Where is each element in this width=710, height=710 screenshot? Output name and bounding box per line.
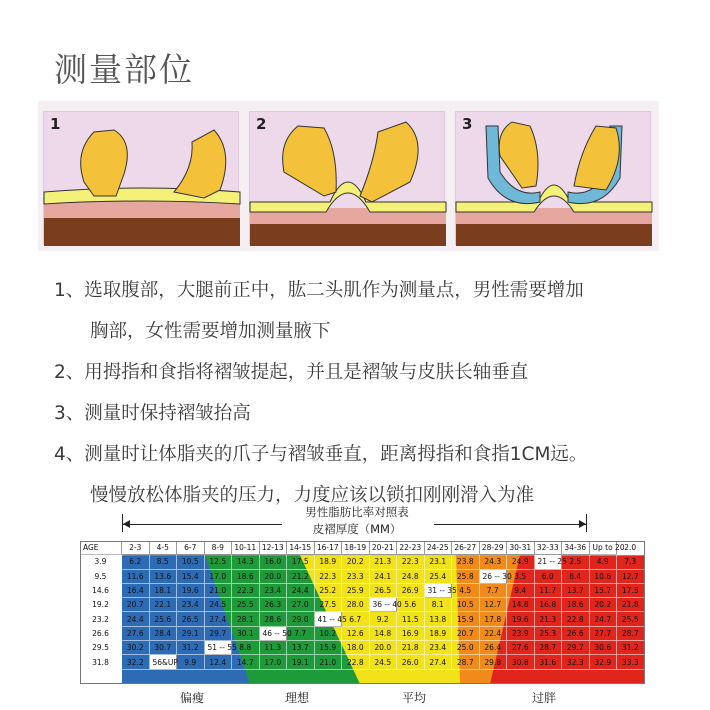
table-cell: 22.8	[342, 655, 370, 669]
table-cell: 11.3	[260, 641, 288, 655]
table-cell: 12.7	[617, 570, 645, 584]
arrow-right-head	[579, 520, 586, 528]
table-cell: 6.2	[122, 555, 150, 569]
column-header: 30-31	[507, 541, 535, 555]
table-cell: 24.5	[205, 598, 233, 612]
instruction-step-4-cont: 慢慢放松体脂夹的压力，力度应该以锁扣刚刚滑入为准	[90, 485, 535, 506]
table-cell: 32.9	[590, 655, 618, 669]
legend-ideal: 理想	[285, 691, 310, 705]
table-cell: 21.3	[535, 612, 563, 626]
table-cell: 22.8	[562, 612, 590, 626]
fat-ratio-grid	[80, 541, 645, 684]
row-age-label: 31 -- 35	[425, 584, 453, 598]
column-header: 6-7	[177, 541, 205, 555]
table-cell: 21.2	[287, 570, 315, 584]
table-cell: 8.8	[232, 641, 260, 655]
table-cell: 25.6	[150, 612, 178, 626]
row-age-label: 21 -- 25	[535, 555, 563, 569]
table-cell: 16.0	[260, 555, 288, 569]
table-cell: 19.1	[287, 655, 315, 669]
table-cell: 29.0	[287, 612, 315, 626]
column-header: 22-23	[397, 541, 425, 555]
table-cell: 31.2	[617, 641, 645, 655]
table-cell: 10.5	[452, 598, 480, 612]
table-cell: 28.0	[342, 598, 370, 612]
table-cell: 30.8	[507, 655, 535, 669]
table-cell: 15.9	[315, 641, 343, 655]
table-cell: 26.9	[397, 584, 425, 598]
illustration-step-2	[249, 111, 445, 245]
table-cell: 12.4	[205, 655, 233, 669]
table-cell: 11.6	[122, 570, 150, 584]
table-cell: 13.7	[562, 584, 590, 598]
table-cell: 18.6	[232, 570, 260, 584]
instruction-step-2: 2、用拇指和食指将褶皱提起，并且是褶皱与皮肤长轴垂直	[54, 362, 529, 383]
table-cell: 21.0	[315, 655, 343, 669]
table-cell: 22.3	[397, 555, 425, 569]
table-cell: 23.8	[452, 555, 480, 569]
table-cell: 23.1	[425, 555, 453, 569]
table-cell: 27.6	[122, 627, 150, 641]
table-cell: 9.4	[507, 584, 535, 598]
table-cell: 16.9	[397, 627, 425, 641]
table-cell: 21.0	[205, 584, 233, 598]
table-cell: 9.9	[177, 655, 205, 669]
table-cell: 20.7	[122, 598, 150, 612]
column-header: 28-29	[480, 541, 508, 555]
row-age-label: 56&UP	[150, 655, 178, 669]
table-cell: 19.2	[80, 598, 122, 612]
table-cell: 6.7	[342, 612, 370, 626]
table-cell: 7.7	[287, 627, 315, 641]
column-header: 8-9	[205, 541, 233, 555]
table-cell: 12.5	[205, 555, 233, 569]
column-header: 32-33	[535, 541, 563, 555]
table-cell: 29.7	[562, 641, 590, 655]
table-cell: 21.8	[397, 641, 425, 655]
table-cell: 19.6	[177, 584, 205, 598]
table-cell: 16.8	[535, 598, 563, 612]
instructions-list	[54, 270, 674, 516]
table-cell: 9.5	[80, 570, 122, 584]
table-cell: 29.1	[177, 627, 205, 641]
table-cell: 24.5	[370, 655, 398, 669]
table-cell: 10.5	[177, 555, 205, 569]
arrow-right-bound	[586, 514, 587, 532]
row-age-label: 51 -- 55	[205, 641, 233, 655]
table-cell: 23.4	[177, 598, 205, 612]
illustration-step-number: 3	[462, 115, 473, 133]
table-cell: 27.4	[205, 612, 233, 626]
fat-ratio-table	[80, 541, 645, 684]
table-cell: 26.3	[260, 598, 288, 612]
table-cell: 22.4	[480, 627, 508, 641]
table-cell: 27.5	[315, 598, 343, 612]
column-header: 12-13	[260, 541, 288, 555]
table-cell: 8.4	[562, 570, 590, 584]
legend-lean: 偏瘦	[180, 691, 205, 705]
table-cell: 9.2	[370, 612, 398, 626]
illustration-step-number: 1	[50, 115, 61, 133]
table-cell: 15.7	[590, 584, 618, 598]
table-cell: 24.3	[480, 555, 508, 569]
table-cell: 14.7	[232, 655, 260, 669]
table-cell: 13.8	[425, 612, 453, 626]
table-cell: 29.8	[480, 655, 508, 669]
table-cell: 6.0	[535, 570, 563, 584]
column-header: 2-3	[122, 541, 150, 555]
table-cell: 14.3	[232, 555, 260, 569]
table-cell: 22.3	[232, 584, 260, 598]
table-cell: 25.2	[315, 584, 343, 598]
table-cell: 26.6	[80, 627, 122, 641]
table-cell: 2.5	[562, 555, 590, 569]
table-cell: 10.2	[315, 627, 343, 641]
illustration-step-number: 2	[256, 115, 267, 133]
arrow-left-line	[122, 524, 282, 525]
chart-legend	[80, 687, 645, 707]
legend-average: 平均	[402, 691, 427, 705]
illustration-step-3	[455, 111, 651, 245]
table-cell: 3.5	[507, 570, 535, 584]
table-cell: 8.1	[425, 598, 453, 612]
table-cell: 31.2	[177, 641, 205, 655]
table-cell: 18.1	[150, 584, 178, 598]
table-cell: 32.2	[122, 655, 150, 669]
table-cell: 22.1	[150, 598, 178, 612]
table-cell: 26.6	[562, 627, 590, 641]
table-cell: 23.3	[342, 570, 370, 584]
row-age-label: 26 -- 30	[480, 570, 508, 584]
table-cell: 10.6	[590, 570, 618, 584]
table-cell: 2.0	[617, 541, 645, 555]
row-age-label: 46 -- 50	[260, 627, 288, 641]
table-cell: 24.8	[397, 570, 425, 584]
table-cell: 31.6	[535, 655, 563, 669]
table-cell: 25.9	[342, 584, 370, 598]
table-cell: 25.4	[425, 570, 453, 584]
table-cell: 18.6	[562, 598, 590, 612]
table-cell: 23.4	[260, 584, 288, 598]
table-cell: 15.9	[452, 612, 480, 626]
table-cell: 7.7	[480, 584, 508, 598]
instruction-step-1-cont: 胸部，女性需要增加测量腋下	[90, 321, 331, 342]
column-header: 26-27	[452, 541, 480, 555]
chart-title: 男性脂肪比率对照表	[305, 505, 409, 519]
table-cell: 4.5	[452, 584, 480, 598]
table-cell: 17.5	[287, 555, 315, 569]
table-cell: 11.5	[397, 612, 425, 626]
table-cell: 28.4	[150, 627, 178, 641]
table-cell: 26.4	[480, 641, 508, 655]
table-cell: 24.4	[122, 612, 150, 626]
table-cell: 5.6	[397, 598, 425, 612]
instruction-step-4: 4、测量时让体脂夹的爪子与褶皱垂直，距离拇指和食指1CM远。	[54, 444, 588, 465]
table-cell: 20.0	[370, 641, 398, 655]
table-cell: 19.6	[507, 612, 535, 626]
table-cell: 17.8	[480, 612, 508, 626]
table-cell: 21.8	[617, 598, 645, 612]
row-age-label: 36 -- 40	[370, 598, 398, 612]
table-cell: 31.8	[80, 655, 122, 669]
table-cell: 30.6	[590, 641, 618, 655]
table-cell: 23.2	[80, 612, 122, 626]
column-header: 16-17	[315, 541, 343, 555]
illustration-step-1	[43, 111, 239, 245]
table-cell: 17.5	[617, 584, 645, 598]
table-cell: 24.7	[590, 612, 618, 626]
table-cell: 12.6	[342, 627, 370, 641]
table-cell: 14.8	[370, 627, 398, 641]
table-cell: 25.8	[452, 570, 480, 584]
row-age-label: 41 -- 45	[315, 612, 343, 626]
table-cell: 11.7	[535, 584, 563, 598]
legend-overweight: 过胖	[532, 691, 557, 705]
body-fat-chart	[54, 500, 660, 710]
table-cell: 13.6	[150, 570, 178, 584]
table-cell: 30.2	[122, 641, 150, 655]
chart-subtitle: 皮褶厚度（MM）	[312, 522, 402, 536]
table-cell: 17.0	[260, 655, 288, 669]
table-cell: 20.0	[260, 570, 288, 584]
column-header: 34-36	[562, 541, 590, 555]
table-cell: 30.7	[150, 641, 178, 655]
table-cell: 33.3	[617, 655, 645, 669]
table-cell: 20.2	[342, 555, 370, 569]
table-cell: 26.5	[370, 584, 398, 598]
table-cell: 18.0	[342, 641, 370, 655]
table-cell: 25.5	[232, 598, 260, 612]
table-cell: 18.9	[425, 627, 453, 641]
table-cell: 28.1	[232, 612, 260, 626]
table-cell: 20.2	[590, 598, 618, 612]
table-cell: 15.4	[177, 570, 205, 584]
table-cell: 29.7	[205, 627, 233, 641]
table-cell: 4.9	[590, 555, 618, 569]
arrow-right-line	[434, 524, 586, 525]
table-cell: 25.3	[535, 627, 563, 641]
table-cell: 28.7	[617, 627, 645, 641]
table-cell: 25.5	[617, 612, 645, 626]
table-cell: 24.9	[507, 555, 535, 569]
table-cell: 8.5	[150, 555, 178, 569]
table-cell: 17.0	[205, 570, 233, 584]
row-age-label: Up to 20	[590, 541, 618, 555]
table-cell: 23.9	[507, 627, 535, 641]
table-cell: 27.4	[425, 655, 453, 669]
column-header: 18-19	[342, 541, 370, 555]
table-cell: 24.4	[287, 584, 315, 598]
table-cell: 28.7	[535, 641, 563, 655]
table-cell: 26.5	[177, 612, 205, 626]
table-cell: 28.7	[452, 655, 480, 669]
table-cell: 14.8	[507, 598, 535, 612]
measurement-illustration	[38, 101, 659, 251]
table-cell: 21.3	[370, 555, 398, 569]
table-cell: 30.1	[232, 627, 260, 641]
table-cell: 25.0	[452, 641, 480, 655]
table-cell: 20.7	[452, 627, 480, 641]
column-header: 10-11	[232, 541, 260, 555]
table-cell: 26.0	[397, 655, 425, 669]
table-cell: 23.4	[425, 641, 453, 655]
table-cell: 29.5	[80, 641, 122, 655]
column-header: 4-5	[150, 541, 178, 555]
table-cell: 18.9	[315, 555, 343, 569]
column-header: 20-21	[370, 541, 398, 555]
table-cell: 28.6	[260, 612, 288, 626]
table-cell: 3.9	[80, 555, 122, 569]
table-cell: 14.6	[80, 584, 122, 598]
table-cell: 13.7	[287, 641, 315, 655]
table-cell: 27.6	[507, 641, 535, 655]
column-header: 14-15	[287, 541, 315, 555]
table-cell: 27.0	[287, 598, 315, 612]
table-cell: 12.7	[480, 598, 508, 612]
table-cell: 16.4	[122, 584, 150, 598]
table-cell: 22.3	[315, 570, 343, 584]
column-header: 24-25	[425, 541, 453, 555]
table-cell: 27.7	[590, 627, 618, 641]
table-cell: 32.3	[562, 655, 590, 669]
instruction-step-3: 3、测量时保持褶皱抬高	[54, 403, 251, 424]
instruction-step-1: 1、选取腹部，大腿前正中，肱二头肌作为测量点，男性需要增加	[54, 280, 584, 301]
table-cell: 7.3	[617, 555, 645, 569]
table-cell: 24.1	[370, 570, 398, 584]
column-header-age: AGE	[80, 541, 122, 555]
page-title: 测量部位	[54, 50, 194, 89]
